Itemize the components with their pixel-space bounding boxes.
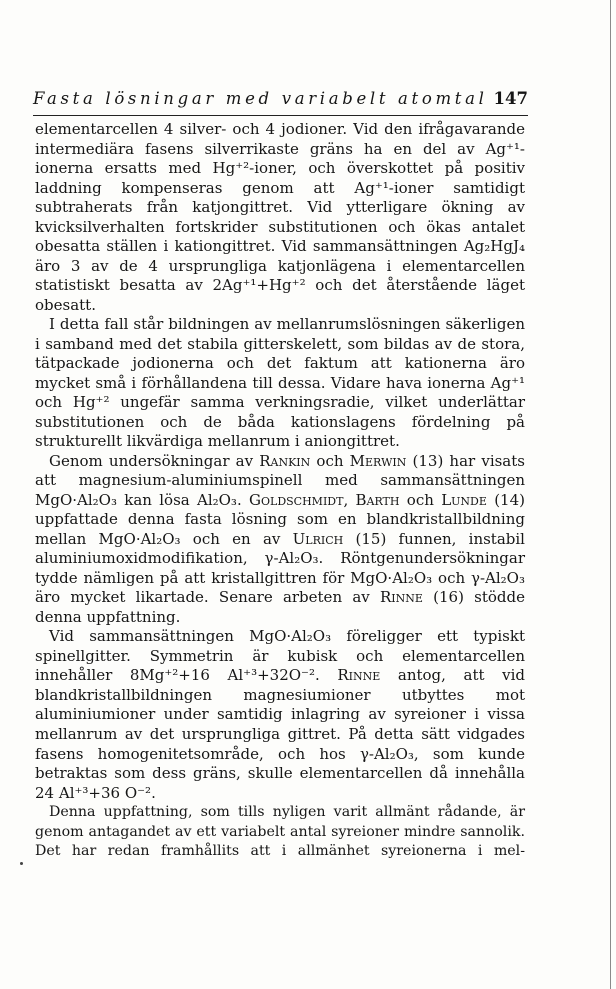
author-name-lunde: Lunde <box>441 490 487 509</box>
running-title: Fasta lösningar med variabelt atomtal <box>33 89 488 108</box>
paragraph-3-text-g: (16) stödde denna uppfattning. <box>35 588 525 626</box>
paragraph-2-text: I detta fall står bildningen av mellanrumslösningen säkerligen i samband med det stabila gitterskelett, som bildas av de stora, tätpackade jodionerna och det faktum att kationerna äro mycket små i förhållandena till dessa. Vidare hava ionerna Ag⁺¹ och Hg⁺² ungefär samma verkningsradie, vilket underlättar substitutionen och de båda kationslagens fördelning på strukturellt likvärdiga mellanrum i aniongittret. <box>35 315 525 451</box>
paragraph-5 <box>35 803 525 862</box>
paragraph-3-text-f: (15) funnen, instabil aluminiumoxidmodifikation, γ-Al₂O₃. Röntgenundersökningar tydde nämligen på att kristallgittren för MgO·Al₂O₃ och γ-Al₂O₃ äro mycket likartade. Senare arbeten av <box>35 529 525 607</box>
author-name-ulrich: Ulrich <box>292 529 344 548</box>
paragraph-4-text-a: Vid sammansättningen MgO·Al₂O₃ föreligger ett typiskt spinellgitter. Symmetrin är kubisk och elementarcellen innehåller 8Mg⁺²+16 Al⁺³+32O⁻². <box>35 627 525 685</box>
author-name-rinne-2: Rinne <box>337 666 381 685</box>
page-edge-line <box>610 0 611 989</box>
running-header <box>33 88 528 112</box>
author-name-rinne: Rinne <box>379 588 423 607</box>
body-text <box>35 120 525 862</box>
paragraph-3 <box>35 452 525 628</box>
paragraph-3-text-e: (14) uppfattade denna fasta lösning som en blandkristallbildning mellan MgO·Al₂O₃ och en av <box>35 490 525 548</box>
paragraph-3-text-b: och <box>316 451 344 470</box>
paragraph-3-text-d: och <box>406 490 434 509</box>
header-rule <box>33 115 528 116</box>
paragraph-5-text: Denna uppfattning, som tills nyligen varit allmänt rådande, är genom antagandet av ett variabelt antal syreioner mindre sannolik. Det har redan framhållits att i allmänhet syreionerna i mel- <box>35 804 525 860</box>
paragraph-1-text: elementarcellen 4 silver- och 4 jodioner. Vid den ifrågavarande intermediära fasens silverrikaste gräns ha en del av Ag⁺¹-ionerna ersatts med Hg⁺²-ioner, och överskottet på positiv laddning kompenseras genom att Ag⁺¹-ioner samtidigt subtraherats från katjongittret. Vid ytterligare ökning av kvicksilverhalten fortskrider substitutionen och ökas antalet obesatta ställen i kationgittret. Vid sammansättningen Ag₂HgJ₄ äro 3 av de 4 ursprungliga katjonlägena i elementarcellen statistiskt besatta av 2Ag⁺¹+Hg⁺² och det återstående läget obesatt. <box>35 120 525 314</box>
paragraph-1 <box>35 120 525 315</box>
scan-speck <box>20 862 23 865</box>
paragraph-4 <box>35 627 525 803</box>
paragraph-4-text-b: antog, att vid blandkristallbildningen magnesiumioner utbyttes mot aluminiumioner under samtidig inlagring av syreioner i vissa mellanrum av det ursprungliga gittret. På detta sätt vidgades fasens homogenitetsområde, och hos γ-Al₂O₃, som kunde betraktas som dess gräns, skulle elementarcellen då innehålla 24 Al⁺³+36 O⁻². <box>35 666 525 802</box>
paragraph-2 <box>35 315 525 452</box>
author-names-goldschmidt-barth: Goldschmidt, Barth <box>249 490 400 509</box>
author-name-merwin: Merwin <box>349 451 407 470</box>
paragraph-3-text-c: (13) har visats att magnesium-aluminiumspinell med sammansättningen MgO·Al₂O₃ kan lösa Al₂O₃. <box>35 451 525 509</box>
page-number: 147 <box>493 89 528 108</box>
paragraph-3-text-a: Genom undersökningar av <box>49 451 254 470</box>
author-name-rankin: Rankin <box>259 451 311 470</box>
